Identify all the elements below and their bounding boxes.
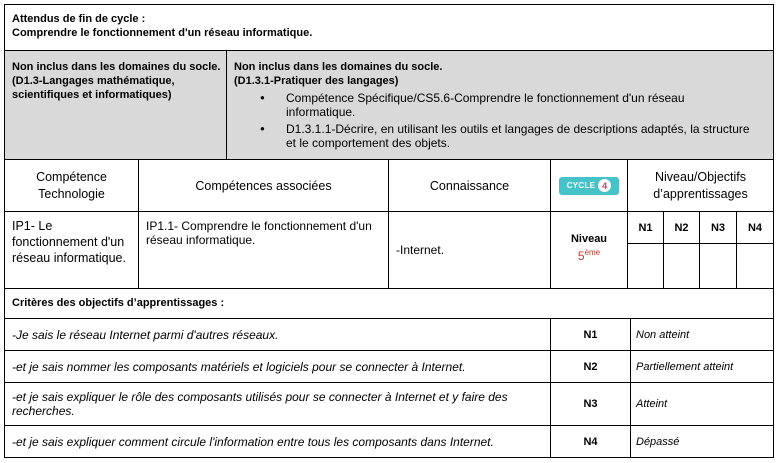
- col-header-niveau: [628, 160, 773, 211]
- critere-status-3: [636, 383, 771, 425]
- criteres-title: [12, 296, 512, 310]
- niveau-value: [551, 246, 627, 263]
- level-header-text: N2: [674, 221, 689, 234]
- col-header-associees: [139, 160, 388, 211]
- grid-line: [630, 318, 631, 458]
- critere-status-1: [636, 319, 771, 350]
- row-associee-text: IP1.1- Comprendre le fonctionnement d'un réseau informatique.: [146, 219, 372, 247]
- level-header-n1: [628, 212, 663, 243]
- col-header-connaissance: [389, 160, 550, 211]
- critere-level: N4: [583, 435, 598, 448]
- level-header-n2: [664, 212, 699, 243]
- grid-line: [4, 457, 774, 458]
- col-header-competence-text: Compétence Technologie: [36, 169, 107, 201]
- critere-text-4: [12, 426, 547, 457]
- level-header-n3: [700, 212, 736, 243]
- row-competence: [12, 218, 132, 266]
- grid-line: [627, 243, 774, 244]
- critere-status: Dépassé: [636, 435, 680, 448]
- grid-line: [773, 4, 774, 458]
- grid-line: [226, 50, 227, 160]
- niveau-number: 5: [577, 249, 585, 263]
- header-block: [12, 12, 752, 40]
- critere-level-4: [551, 426, 630, 457]
- critere-status: Partiellement atteint: [636, 360, 734, 373]
- socle-right-line1: Non inclus dans les domaines du socle.: [234, 61, 443, 73]
- cycle-number: 4: [598, 179, 611, 192]
- row-associee: [146, 219, 386, 247]
- critere-level: N2: [583, 360, 598, 373]
- critere-text: -Je sais le réseau Internet parmi d'autres réseaux.: [12, 327, 279, 342]
- col-header-connaissance-text: Connaissance: [429, 178, 510, 193]
- critere-text-3: [12, 383, 547, 425]
- col-header-niveau-text: Niveau/Objectifs d’apprentissages: [653, 169, 748, 201]
- socle-bullet-list: [234, 91, 754, 150]
- socle-right: [234, 60, 754, 150]
- critere-status: Atteint: [636, 398, 668, 410]
- cycle-4-badge: [559, 177, 619, 195]
- level-header-text: N4: [747, 221, 763, 234]
- critere-level: N1: [583, 328, 598, 341]
- critere-text: -et je sais expliquer comment circule l'information entre tous les composants dans Internet.: [12, 434, 494, 449]
- socle-bullet: ● Compétence Spécifique/CS5.6-Comprendre le fonctionnement d'un réseau informatique.: [286, 91, 754, 119]
- level-header-text: N1: [638, 221, 653, 234]
- socle-left-line1: Non inclus dans les domaines du socle.: [12, 61, 221, 73]
- header-subtitle: Comprendre le fonctionnement d'un réseau informatique.: [12, 27, 313, 39]
- critere-status: Non atteint: [636, 328, 690, 341]
- row-competence-text: IP1- Le fonctionnement d'un réseau informatique.: [12, 219, 126, 265]
- grid-line: [4, 4, 5, 458]
- grid-line: [4, 50, 774, 51]
- row-connaissance-text: -Internet.: [396, 243, 445, 257]
- critere-text: -et je sais nommer les composants matériels et logiciels pour se connecter à Internet.: [12, 359, 466, 374]
- socle-bullet: ● D1.3.1.1-Décrire, en utilisant les outils et langages de descriptions adaptés, la structure et le comportement des objets.: [286, 122, 754, 150]
- level-header-text: N3: [710, 221, 726, 234]
- critere-text: -et je sais expliquer le rôle des composants utilisés pour se connecter à Internet et y faire des recherches.: [12, 390, 508, 418]
- critere-text-1: [12, 319, 547, 350]
- socle-left-line3: scientifiques et informatiques): [12, 89, 172, 101]
- grid-line: [4, 288, 774, 289]
- col-header-associees-text: Compétences associées: [195, 178, 332, 193]
- grid-line: [4, 4, 774, 5]
- critere-level-1: [551, 319, 630, 350]
- critere-level-3: [551, 383, 630, 425]
- critere-status-4: [636, 426, 771, 457]
- niveau-label: Niveau: [570, 233, 608, 245]
- socle-left-line2: (D1.3-Langages mathématique,: [12, 75, 175, 87]
- socle-right-line2: (D1.3.1-Pratiquer des langages): [234, 75, 399, 87]
- critere-level-2: [551, 351, 630, 382]
- row-connaissance: [396, 243, 546, 257]
- level-header-n4: [737, 212, 773, 243]
- col-header-competence: [5, 160, 138, 211]
- cycle-label: CYCLE: [566, 181, 596, 190]
- row-niveau: [551, 233, 627, 263]
- critere-status-2: [636, 351, 771, 382]
- cycle-cell: [551, 160, 627, 211]
- criteres-title-text: Critères des objectifs d’apprentissages :: [12, 297, 225, 309]
- socle-left: [12, 60, 222, 102]
- critere-level: N3: [583, 398, 598, 410]
- header-title: Attendus de fin de cycle :: [12, 13, 146, 25]
- critere-text-2: [12, 351, 547, 382]
- niveau-sup: ème: [584, 248, 601, 257]
